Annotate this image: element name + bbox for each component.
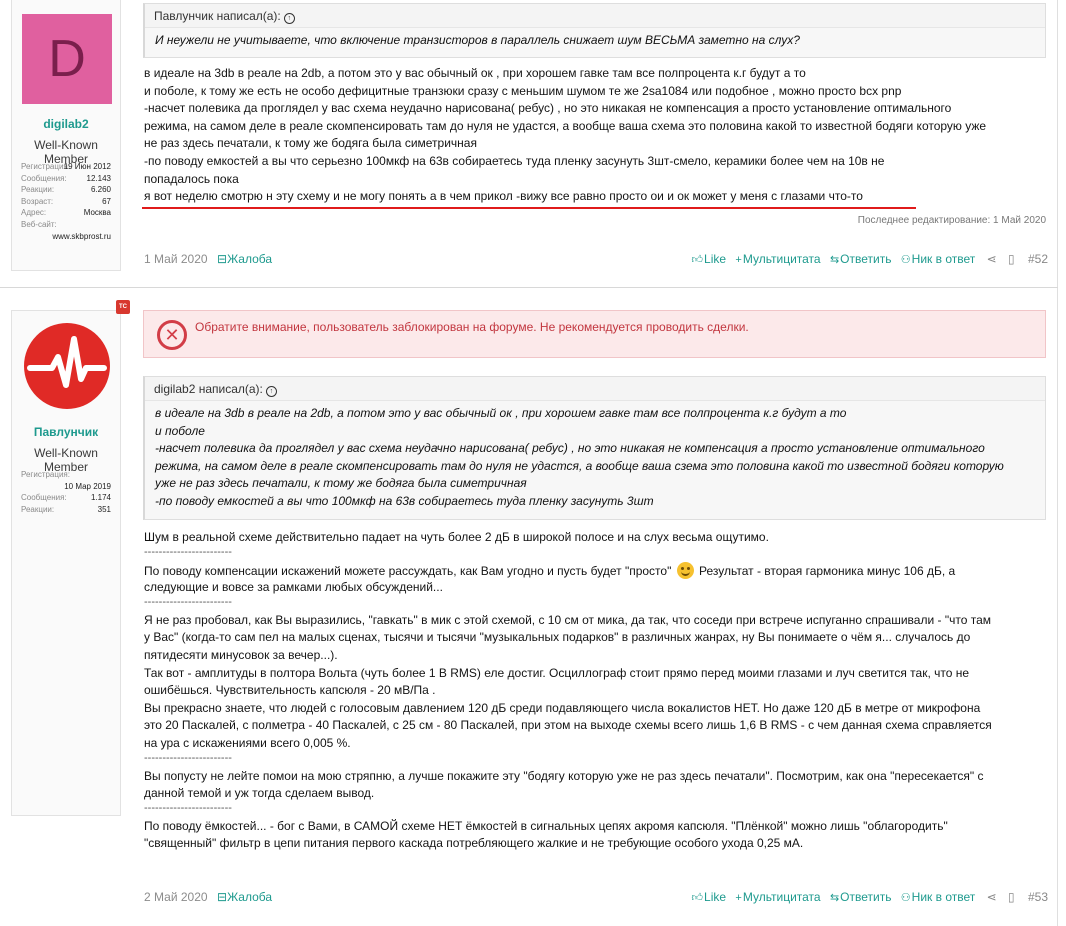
last-edited: Последнее редактирование: 1 Май 2020 <box>857 215 1046 226</box>
user-icon: ⚇ <box>900 892 911 904</box>
blocked-user-warning <box>143 310 1046 358</box>
post-date[interactable]: 2 Май 2020 <box>144 890 208 904</box>
quote-header[interactable] <box>145 4 1045 28</box>
reply-label: Ответить <box>840 890 892 904</box>
report-icon: ⊟ <box>217 252 228 266</box>
text-line: я вот неделю смотрю н эту схему и не могу понять а в чем прикол -вижу все равно просто ои и ок может у меня с глазами что-то <box>144 189 863 204</box>
stat-value: 19 Июн 2012 <box>63 162 111 171</box>
separator-line: ------------------------ <box>144 802 232 814</box>
text-line: ошибёшься. Чувствительность капсюля - 20 мВ/Па . <box>144 683 436 698</box>
avatar[interactable]: D <box>22 14 112 104</box>
stat-label: Адрес: <box>21 208 47 218</box>
quote-block <box>143 376 1046 520</box>
text-line: режима, на самом деле в реале скомпенсировать там до нуля не удастся, а вообще ваша схема это половина какой то известной бодяги которую уже <box>144 118 987 133</box>
reply-icon: ⇆ <box>829 254 840 266</box>
multiquote-label: Мультицитата <box>742 890 821 904</box>
post-actions <box>686 889 1048 906</box>
user-card <box>11 310 121 816</box>
stat-value: 10 Мар 2019 <box>64 481 111 491</box>
stat-label: Реакции: <box>21 504 55 514</box>
quote-line: И неужели не учитываете, что включение транзисторов в параллель снижает шум ВЕСЬМА заметно на слух? <box>155 33 800 47</box>
stat-value: 351 <box>97 504 111 514</box>
separator-line: ------------------------ <box>144 546 232 558</box>
text-line: следующие и вовсе за рамками любых обсуждений... <box>144 580 443 595</box>
thumbs-up-icon: 👍︎ <box>691 892 704 904</box>
report-button[interactable] <box>217 889 272 905</box>
text-fragment: Результат - вторая гармоника минус 106 дБ, а <box>699 563 956 578</box>
text-line: "священный" фильтр в цепи питания первого каскада потребляющего жалкие и не требующие особого ухода 0,25 мА. <box>144 836 804 851</box>
stat-value[interactable]: 12.143 <box>86 173 111 183</box>
quote-line: в идеале на 3db в реале на 2db, а потом это у вас обычный ок , при хорошем гавке там все полпроцента к.г будут а то <box>155 406 847 420</box>
text-line <box>144 562 1050 580</box>
text-line: данной темой и уж тогда сделаем вывод. <box>144 786 375 801</box>
text-line: Так вот - амплитуды в полтора Вольта (чуть более 1 В RMS) еле достиг. Осциллограф стоит прямо перед моими глазами и луч светится так, что не <box>144 665 970 680</box>
post-52 <box>0 0 1058 288</box>
stat-value: 6.260 <box>90 185 111 195</box>
warning-text: Обратите внимание, пользователь заблокирован на форуме. Не рекомендуется проводить сделки. <box>195 320 749 334</box>
post-body <box>144 529 1050 853</box>
stat-label: Реакции: <box>21 185 55 195</box>
stat-label: Регистрация: <box>21 162 70 171</box>
text-line: пятидесяти минусовок за вечер...). <box>144 647 338 662</box>
stat-label: Сообщения: <box>21 173 67 183</box>
report-label: Жалоба <box>227 252 273 266</box>
bookmark-icon[interactable]: ▯ <box>1008 252 1015 266</box>
share-icon[interactable]: ⋖ <box>986 252 997 266</box>
user-card <box>11 0 121 271</box>
quote-header[interactable] <box>145 377 1045 401</box>
multiquote-label: Мультицитата <box>742 252 821 266</box>
reply-button[interactable] <box>830 252 892 266</box>
separator-line: ------------------------ <box>144 596 232 608</box>
text-line: попадалось пока <box>144 171 239 186</box>
arrow-up-icon[interactable]: ↑ <box>284 13 295 24</box>
reply-icon: ⇆ <box>829 892 840 904</box>
username-link[interactable]: Павлунчик <box>33 425 99 439</box>
red-underline <box>142 207 916 209</box>
text-line: -по поводу емкостей а вы что серьезно 100мкф на 63в собираетесь туда пленку засунуть 3шт-смело, керамики более чем на 10в не <box>144 153 885 168</box>
smile-emoji-icon <box>677 562 694 579</box>
post-number[interactable]: #52 <box>1027 252 1048 266</box>
nick-reply-label: Ник в ответ <box>911 890 976 904</box>
like-label: Like <box>704 252 727 266</box>
avatar[interactable] <box>22 321 112 411</box>
stat-value: Москва <box>83 208 111 218</box>
like-button[interactable] <box>692 890 727 904</box>
multiquote-button[interactable] <box>735 252 820 266</box>
quote-line: и поболе <box>155 423 205 438</box>
plus-icon: + <box>735 892 742 904</box>
quote-block <box>143 3 1046 58</box>
multiquote-button[interactable] <box>735 890 820 904</box>
stat-label: Веб-сайт: <box>21 219 57 229</box>
close-circle-icon: ✕ <box>157 320 187 350</box>
quote-line: -насчет полевика да проглядел у вас схема неудачно нарисована( ребус) , но это никакая не компенсация а просто установление оптимального <box>155 441 985 456</box>
share-icon[interactable]: ⋖ <box>986 890 997 904</box>
quote-author[interactable]: Павлунчик написал(а): <box>154 9 281 23</box>
text-fragment: По поводу компенсации искажений можете рассуждать, как Вам угодно и пусть будет "просто" <box>144 563 672 578</box>
report-label: Жалоба <box>227 890 273 904</box>
quote-line: -по поводу емкостей а вы что 100мкф на 63в собираетесь туда пленку засунуть 3шт <box>155 493 654 508</box>
user-icon: ⚇ <box>900 254 911 266</box>
post-date[interactable]: 1 Май 2020 <box>144 252 208 266</box>
quote-content <box>145 28 1045 50</box>
like-button[interactable] <box>692 252 727 266</box>
text-line: в идеале на 3db в реале на 2db, а потом это у вас обычный ок , при хорошем гавке там все полпроцента к.г будут а то <box>144 66 806 80</box>
quote-author[interactable]: digilab2 написал(а): <box>154 382 263 396</box>
text-line: и поболе, к тому же есть не особо дефицитные транзюки сразу с меньшим шумом те же 2sa1084 или подобное , можно просто bcx pnp <box>144 83 902 98</box>
thumbs-up-icon: 👍︎ <box>691 254 704 266</box>
text-line: у Вас" (когда-то сам пел на малых сценах, тысячи и тысячи "музыкальных подарков" в различных жанрах, ну Вы понимаете о чём я... случалось до <box>144 630 971 645</box>
stat-label: Регистрация: <box>21 470 70 479</box>
stat-label: Сообщения: <box>21 493 67 503</box>
quote-line: режима, на самом деле в реале скомпенсировать там до нуля не удастся, а вообще ваша сзема это половина какой то известной бодяги которую <box>155 458 1004 473</box>
nick-reply-label: Ник в ответ <box>911 252 976 266</box>
quote-content <box>145 401 1045 511</box>
reply-button[interactable] <box>830 890 892 904</box>
stat-label: Возраст: <box>21 196 54 206</box>
text-line: на ура с искажениями всего 0,005 %. <box>144 735 351 750</box>
text-line: -насчет полевика да проглядел у вас схема неудачно нарисована( ребус) , но это никакая не компенсация а просто установление оптимального <box>144 101 952 116</box>
username-link[interactable]: digilab2 <box>43 117 89 131</box>
text-line: Вы попусту не лейте помои на мою стряпню, а лучше покажите эту "бодягу которую уже не раз здесь печатали". Посмотрим, как она "пересекается" с <box>144 768 984 783</box>
report-icon: ⊟ <box>217 890 228 904</box>
arrow-up-icon[interactable]: ↑ <box>266 386 277 397</box>
topic-creator-badge: TC <box>116 300 130 314</box>
user-stats <box>21 469 111 515</box>
like-label: Like <box>704 890 727 904</box>
text-line: Я не раз пробовал, как Вы выразились, "гавкать" в мик с этой схемой, с 10 см от мика, да так, что соседи при встрече испуганно спрашивали - "что там <box>144 612 991 627</box>
text-line: По поводу ёмкостей... - бог с Вами, в САМОЙ схеме НЕТ ёмкостей в сигнальных цепях акромя капсюля. "Плёнкой" можно лишь "облагородить" <box>144 818 948 833</box>
reply-label: Ответить <box>840 252 892 266</box>
user-title: Well-Known Member <box>34 446 98 474</box>
text-line: Шум в реальной схеме действительно падает на чуть более 2 дБ в широкой полосе и на слух весьма ощутимо. <box>144 530 769 544</box>
post-footer <box>144 251 1048 267</box>
nick-reply-button[interactable] <box>901 890 975 904</box>
text-line: не раз здесь печатали, к тому же бодяга была симетричная <box>144 136 477 151</box>
nick-reply-button[interactable] <box>901 252 975 266</box>
stat-value[interactable]: 1.174 <box>90 493 111 503</box>
post-53 <box>0 289 1058 926</box>
text-line: это 20 Паскалей, с полметра - 40 Паскалей, с 25 см - 80 Паскалей, при этом на выходе схемы всего лишь 1,6 В RMS - с чем данная схема справляется <box>144 718 992 733</box>
plus-icon: + <box>735 254 742 266</box>
bookmark-icon[interactable]: ▯ <box>1008 890 1015 904</box>
quote-line: уже не раз здесь печатали, к тому же бодяга была симетричная <box>155 476 527 491</box>
post-actions <box>686 251 1048 268</box>
post-body <box>144 65 1050 206</box>
post-number[interactable]: #53 <box>1027 890 1048 904</box>
report-button[interactable] <box>217 251 272 267</box>
stat-value: 67 <box>102 196 111 206</box>
post-footer <box>144 889 1048 905</box>
text-line: Вы прекрасно знаете, что людей с голосовым давлением 120 дБ среди подавляющего числа вокалистов НЕТ. Но даже 120 дБ в метре от микрофона <box>144 700 981 715</box>
user-title: Well-Known Member <box>34 138 98 166</box>
website-link[interactable]: www.skbprost.ru <box>52 231 111 241</box>
user-stats <box>21 161 111 242</box>
separator-line: ------------------------ <box>144 752 232 764</box>
